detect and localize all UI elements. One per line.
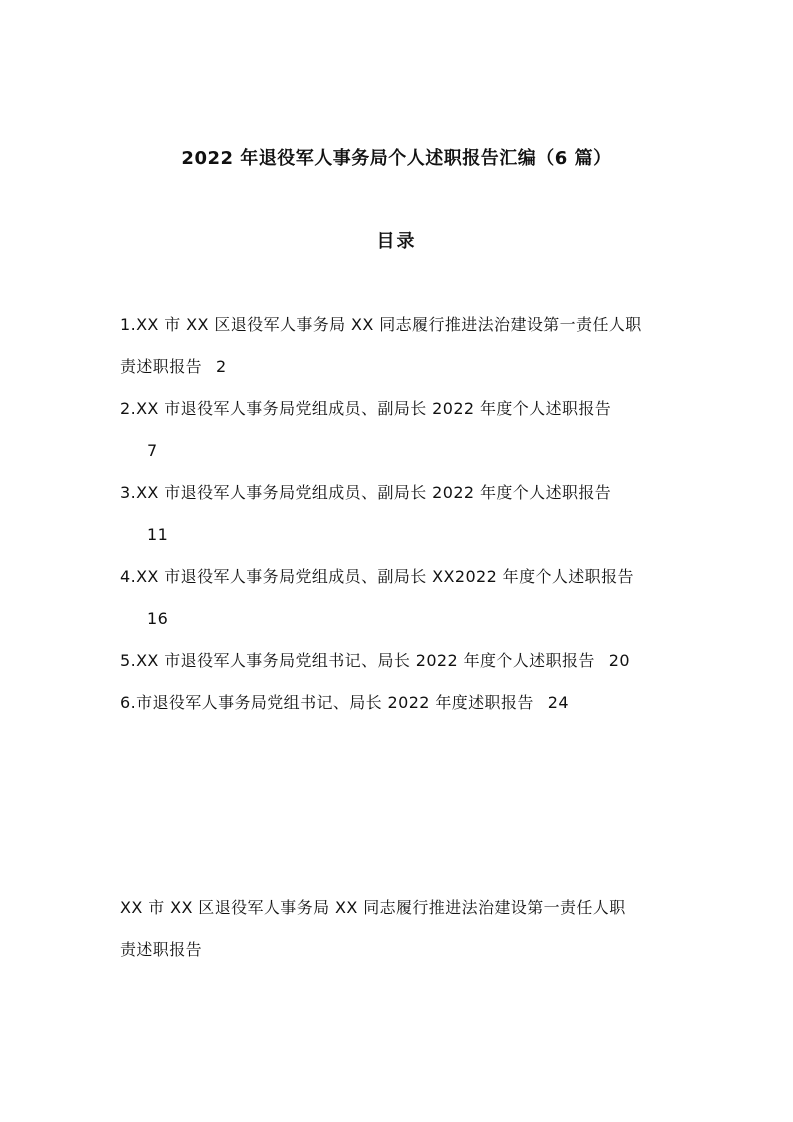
- toc-entry-6[interactable]: [120, 690, 569, 716]
- toc-entry-3-page: 11: [147, 525, 169, 544]
- toc-entry-4-page: 16: [147, 609, 169, 628]
- toc-entry-5[interactable]: [120, 648, 630, 674]
- document-title: 2022 年退役军人事务局个人述职报告汇编（6 篇）: [181, 148, 612, 169]
- toc-entry-4-line-2[interactable]: [147, 606, 168, 632]
- toc-entry-4-line-1[interactable]: [120, 564, 634, 590]
- toc-entry-2-page: 7: [147, 441, 158, 460]
- toc-entry-3-text: 3.XX 市退役军人事务局党组成员、副局长 2022 年度个人述职报告: [120, 483, 612, 502]
- toc-entry-3-line-1[interactable]: [120, 480, 611, 506]
- toc-entry-4-text: 4.XX 市退役军人事务局党组成员、副局长 XX2022 年度个人述职报告: [120, 567, 634, 586]
- toc-entry-3-line-2[interactable]: [147, 522, 168, 548]
- toc-entry-1-page: 2: [216, 357, 227, 376]
- toc-entry-1-line-2[interactable]: [120, 354, 227, 380]
- toc-heading: 目录: [376, 231, 417, 252]
- toc-entry-1-text: 1.XX 市 XX 区退役军人事务局 XX 同志履行推进法治建设第一责任人职: [120, 315, 642, 334]
- section-heading-line-2: 责述职报告: [120, 940, 203, 959]
- toc-entry-1-line-1[interactable]: [120, 312, 642, 338]
- toc-entry-2-line-1[interactable]: [120, 396, 611, 422]
- toc-entry-5-text: 5.XX 市退役军人事务局党组书记、局长 2022 年度个人述职报告: [120, 651, 595, 670]
- toc-entry-2-text: 2.XX 市退役军人事务局党组成员、副局长 2022 年度个人述职报告: [120, 399, 612, 418]
- toc-entry-2-line-2[interactable]: [147, 438, 158, 464]
- toc-entry-6-page: 24: [547, 693, 569, 712]
- toc-entry-6-text: 6.市退役军人事务局党组书记、局长 2022 年度述职报告: [120, 693, 534, 712]
- section-heading-line-1: XX 市 XX 区退役军人事务局 XX 同志履行推进法治建设第一责任人职: [120, 898, 626, 917]
- toc-entry-5-page: 20: [608, 651, 630, 670]
- toc-entry-1-text-cont: 责述职报告: [120, 357, 203, 376]
